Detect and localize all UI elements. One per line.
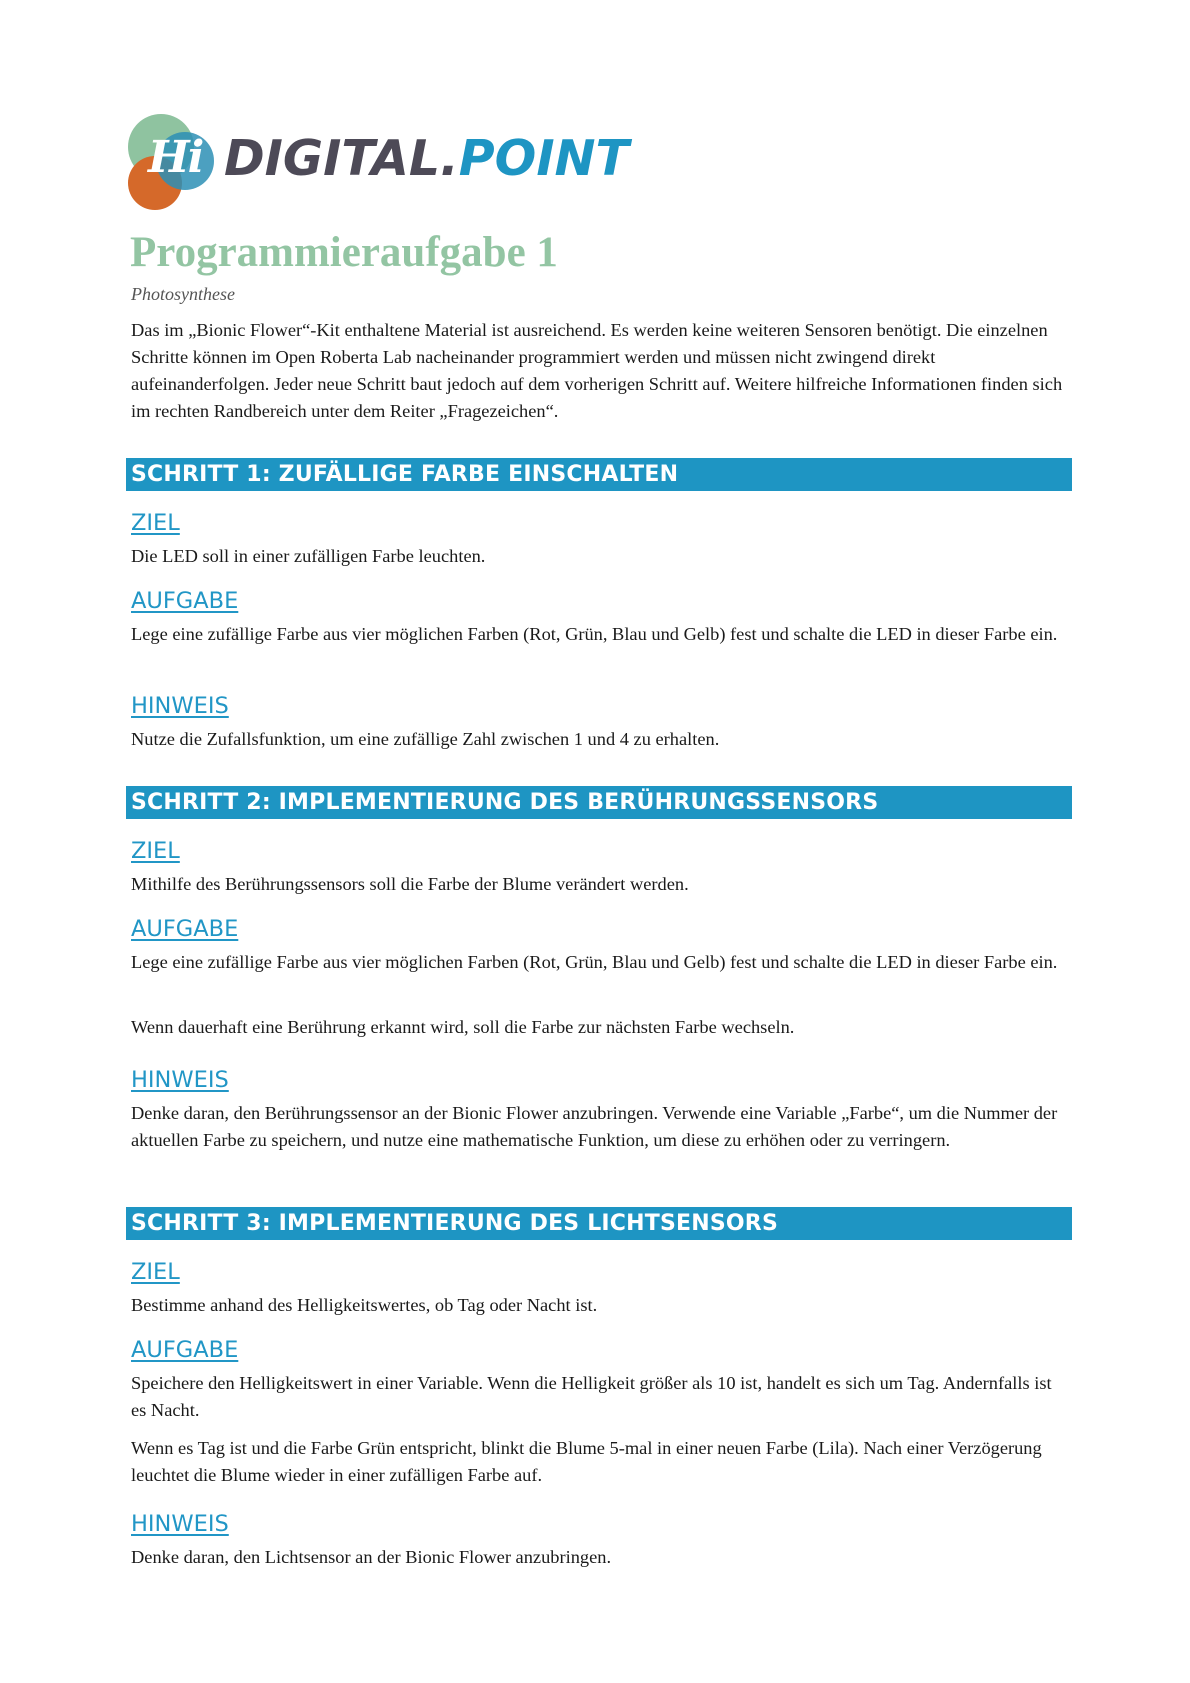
logo-hi-mark: Hi (148, 132, 203, 183)
step-2-aufgabe-text-2: Wenn dauerhaft eine Berührung erkannt wird, soll die Farbe zur nächsten Farbe wechseln. (131, 1017, 795, 1037)
step-3-aufgabe-heading: AUFGABE (131, 1337, 239, 1363)
step-3-hinweis-text: Denke daran, den Lichtsensor an der Bionic Flower anzubringen. (131, 1547, 612, 1567)
logo-text-point: POINT (458, 130, 629, 187)
digital-point-logo (128, 112, 648, 212)
page-title: Programmieraufgabe 1 (130, 229, 558, 276)
step-2-hinweis-heading: HINWEIS (131, 1067, 229, 1093)
step-3-ziel-text: Bestimme anhand des Helligkeitswertes, ob Tag oder Nacht ist. (131, 1295, 598, 1315)
step-2-header: SCHRITT 2: IMPLEMENTIERUNG DES BERÜHRUNGSSENSORS (126, 786, 1072, 819)
step-3-header: SCHRITT 3: IMPLEMENTIERUNG DES LICHTSENSORS (126, 1207, 1072, 1240)
step-2-ziel-heading: ZIEL (131, 838, 180, 864)
step-2-ziel-text: Mithilfe des Berührungssensors soll die Farbe der Blume verändert werden. (131, 874, 689, 894)
intro-paragraph: Das im „Bionic Flower“-Kit enthaltene Material ist ausreichend. Es werden keine weiteren Sensoren benötigt. Die einzelnen Schritte können im Open Roberta Lab nacheinander programmiert werden und müssen nicht zwingend direkt aufeinanderfolgen. Jeder neue Schritt baut jedoch auf dem vorherigen Schritt auf. Weitere hilfreiche Informationen finden sich im rechten Randbereich unter dem Reiter „Fragezeichen“. (131, 320, 1063, 421)
step-1-aufgabe-text: Lege eine zufällige Farbe aus vier möglichen Farben (Rot, Grün, Blau und Gelb) fest und schalte die LED in dieser Farbe ein. (131, 624, 1058, 644)
step-1-hinweis-text: Nutze die Zufallsfunktion, um eine zufällige Zahl zwischen 1 und 4 zu erhalten. (131, 729, 720, 749)
step-1-aufgabe-heading: AUFGABE (131, 588, 239, 614)
step-2-hinweis-text: Denke daran, den Berührungssensor an der Bionic Flower anzubringen. Verwende eine Variable „Farbe“, um die Nummer der aktuellen Farbe zu speichern, und nutze eine mathematische Funktion, um diese zu erhöhen oder zu verringern. (131, 1103, 1058, 1150)
logo-text-digital: DIGITAL. (224, 130, 459, 187)
step-3-ziel-heading: ZIEL (131, 1259, 180, 1285)
step-3-hinweis-heading: HINWEIS (131, 1511, 229, 1537)
step-1-hinweis-heading: HINWEIS (131, 693, 229, 719)
step-3-aufgabe-text: Speichere den Helligkeitswert in einer Variable. Wenn die Helligkeit größer als 10 ist, handelt es sich um Tag. Andernfalls ist es Nacht. (131, 1373, 1052, 1420)
step-1-ziel-text: Die LED soll in einer zufälligen Farbe leuchten. (131, 546, 486, 566)
step-1-header: SCHRITT 1: ZUFÄLLIGE FARBE EINSCHALTEN (126, 458, 1072, 491)
step-3-aufgabe-text-2: Wenn es Tag ist und die Farbe Grün entspricht, blinkt die Blume 5-mal in einer neuen Farbe (Lila). Nach einer Verzögerung leuchtet die Blume wieder in einer zufälligen Farbe auf. (131, 1438, 1042, 1485)
step-2-aufgabe-heading: AUFGABE (131, 916, 239, 942)
step-2-aufgabe-text: Lege eine zufällige Farbe aus vier möglichen Farben (Rot, Grün, Blau und Gelb) fest und schalte die LED in dieser Farbe ein. (131, 952, 1058, 972)
page-subtitle: Photosynthese (131, 284, 235, 304)
step-1-ziel-heading: ZIEL (131, 510, 180, 536)
logo-wordmark (224, 130, 629, 187)
